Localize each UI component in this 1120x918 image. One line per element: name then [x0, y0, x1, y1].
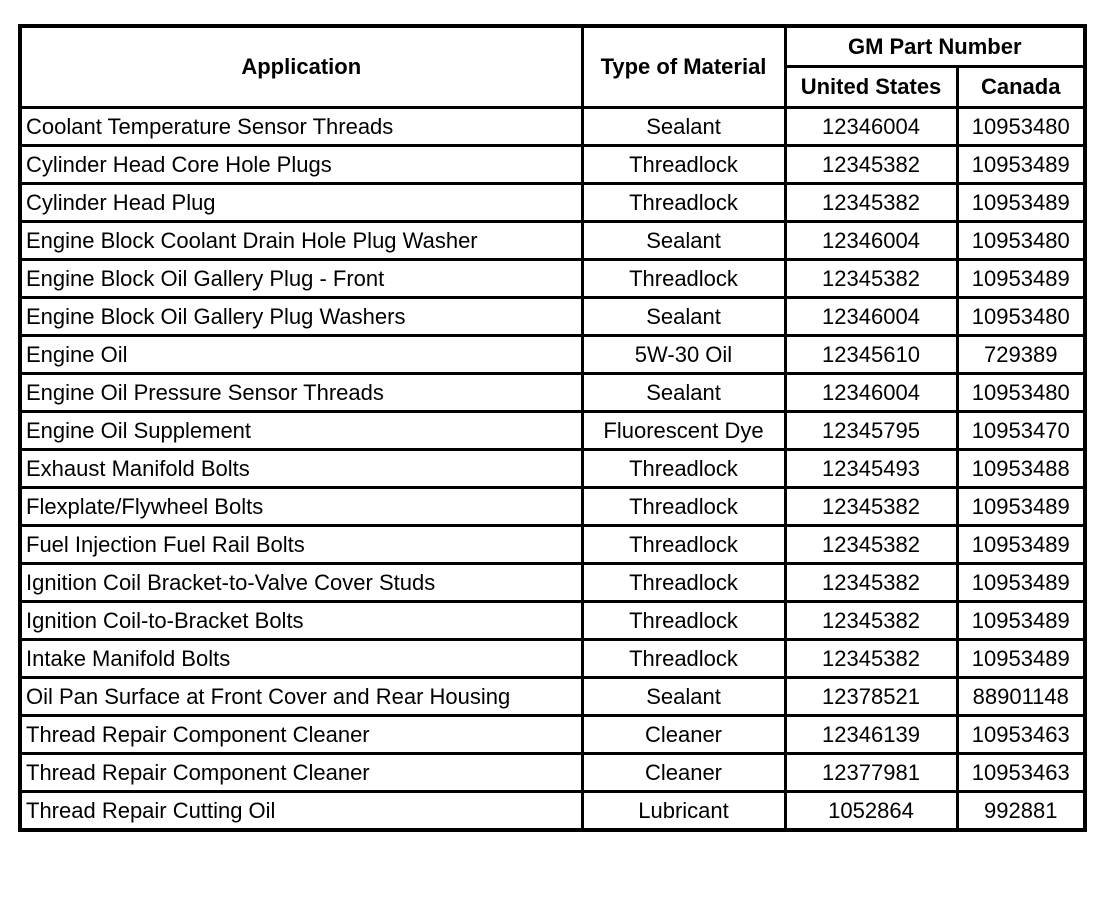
cell-application: Coolant Temperature Sensor Threads	[20, 108, 582, 146]
cell-canada-part-number: 10953480	[957, 222, 1085, 260]
cell-application: Engine Block Oil Gallery Plug - Front	[20, 260, 582, 298]
cell-us-part-number: 12345493	[785, 450, 957, 488]
cell-canada-part-number: 10953489	[957, 602, 1085, 640]
cell-application: Engine Oil Supplement	[20, 412, 582, 450]
cell-material: Sealant	[582, 678, 785, 716]
cell-us-part-number: 12346004	[785, 298, 957, 336]
header-row-top	[20, 26, 1085, 67]
cell-material: Threadlock	[582, 260, 785, 298]
cell-us-part-number: 12345610	[785, 336, 957, 374]
cell-us-part-number: 12345382	[785, 526, 957, 564]
header-united-states: United States	[785, 67, 957, 108]
table-row	[20, 260, 1085, 298]
cell-material: Threadlock	[582, 640, 785, 678]
table-row	[20, 374, 1085, 412]
cell-canada-part-number: 10953488	[957, 450, 1085, 488]
cell-us-part-number: 12345382	[785, 146, 957, 184]
cell-us-part-number: 12346004	[785, 374, 957, 412]
cell-canada-part-number: 10953480	[957, 108, 1085, 146]
cell-us-part-number: 12345382	[785, 640, 957, 678]
cell-us-part-number: 1052864	[785, 792, 957, 831]
table-row	[20, 716, 1085, 754]
cell-us-part-number: 12378521	[785, 678, 957, 716]
table-row	[20, 146, 1085, 184]
cell-canada-part-number: 10953489	[957, 184, 1085, 222]
cell-canada-part-number: 10953463	[957, 754, 1085, 792]
cell-us-part-number: 12345382	[785, 184, 957, 222]
cell-canada-part-number: 10953463	[957, 716, 1085, 754]
cell-us-part-number: 12345795	[785, 412, 957, 450]
cell-us-part-number: 12345382	[785, 564, 957, 602]
table-row	[20, 336, 1085, 374]
table-body	[20, 108, 1085, 831]
cell-application: Thread Repair Cutting Oil	[20, 792, 582, 831]
table-row	[20, 792, 1085, 831]
cell-us-part-number: 12345382	[785, 488, 957, 526]
cell-material: Threadlock	[582, 146, 785, 184]
cell-material: Cleaner	[582, 716, 785, 754]
header-gm-part-number: GM Part Number	[785, 26, 1085, 67]
table-row	[20, 488, 1085, 526]
cell-canada-part-number: 10953480	[957, 298, 1085, 336]
table-row	[20, 108, 1085, 146]
cell-canada-part-number: 10953480	[957, 374, 1085, 412]
cell-canada-part-number: 10953470	[957, 412, 1085, 450]
cell-application: Flexplate/Flywheel Bolts	[20, 488, 582, 526]
cell-material: Sealant	[582, 222, 785, 260]
cell-application: Ignition Coil-to-Bracket Bolts	[20, 602, 582, 640]
table-row	[20, 640, 1085, 678]
table-row	[20, 564, 1085, 602]
table-row	[20, 602, 1085, 640]
table-row	[20, 526, 1085, 564]
table-header	[20, 26, 1085, 108]
cell-canada-part-number: 10953489	[957, 146, 1085, 184]
cell-canada-part-number: 729389	[957, 336, 1085, 374]
cell-us-part-number: 12345382	[785, 602, 957, 640]
cell-canada-part-number: 10953489	[957, 564, 1085, 602]
cell-application: Exhaust Manifold Bolts	[20, 450, 582, 488]
table-row	[20, 184, 1085, 222]
cell-application: Engine Oil Pressure Sensor Threads	[20, 374, 582, 412]
table-row	[20, 754, 1085, 792]
cell-material: 5W-30 Oil	[582, 336, 785, 374]
table-row	[20, 450, 1085, 488]
cell-material: Lubricant	[582, 792, 785, 831]
cell-canada-part-number: 10953489	[957, 488, 1085, 526]
parts-table	[18, 24, 1087, 832]
cell-material: Threadlock	[582, 450, 785, 488]
header-application: Application	[20, 26, 582, 108]
cell-us-part-number: 12346139	[785, 716, 957, 754]
cell-material: Fluorescent Dye	[582, 412, 785, 450]
table-row	[20, 412, 1085, 450]
cell-material: Threadlock	[582, 184, 785, 222]
cell-material: Threadlock	[582, 564, 785, 602]
cell-material: Threadlock	[582, 526, 785, 564]
table-row	[20, 678, 1085, 716]
cell-us-part-number: 12346004	[785, 108, 957, 146]
cell-application: Cylinder Head Plug	[20, 184, 582, 222]
cell-application: Ignition Coil Bracket-to-Valve Cover Studs	[20, 564, 582, 602]
cell-application: Cylinder Head Core Hole Plugs	[20, 146, 582, 184]
cell-canada-part-number: 992881	[957, 792, 1085, 831]
cell-material: Sealant	[582, 374, 785, 412]
cell-material: Sealant	[582, 298, 785, 336]
cell-material: Threadlock	[582, 602, 785, 640]
cell-application: Thread Repair Component Cleaner	[20, 754, 582, 792]
cell-application: Engine Block Oil Gallery Plug Washers	[20, 298, 582, 336]
cell-us-part-number: 12346004	[785, 222, 957, 260]
header-canada: Canada	[957, 67, 1085, 108]
cell-application: Fuel Injection Fuel Rail Bolts	[20, 526, 582, 564]
cell-canada-part-number: 88901148	[957, 678, 1085, 716]
table-row	[20, 298, 1085, 336]
cell-material: Sealant	[582, 108, 785, 146]
cell-application: Engine Oil	[20, 336, 582, 374]
cell-application: Thread Repair Component Cleaner	[20, 716, 582, 754]
cell-application: Intake Manifold Bolts	[20, 640, 582, 678]
cell-application: Engine Block Coolant Drain Hole Plug Washer	[20, 222, 582, 260]
header-type-of-material: Type of Material	[582, 26, 785, 108]
cell-canada-part-number: 10953489	[957, 526, 1085, 564]
cell-material: Threadlock	[582, 488, 785, 526]
cell-application: Oil Pan Surface at Front Cover and Rear Housing	[20, 678, 582, 716]
cell-canada-part-number: 10953489	[957, 260, 1085, 298]
cell-us-part-number: 12345382	[785, 260, 957, 298]
cell-us-part-number: 12377981	[785, 754, 957, 792]
table-row	[20, 222, 1085, 260]
cell-canada-part-number: 10953489	[957, 640, 1085, 678]
cell-material: Cleaner	[582, 754, 785, 792]
